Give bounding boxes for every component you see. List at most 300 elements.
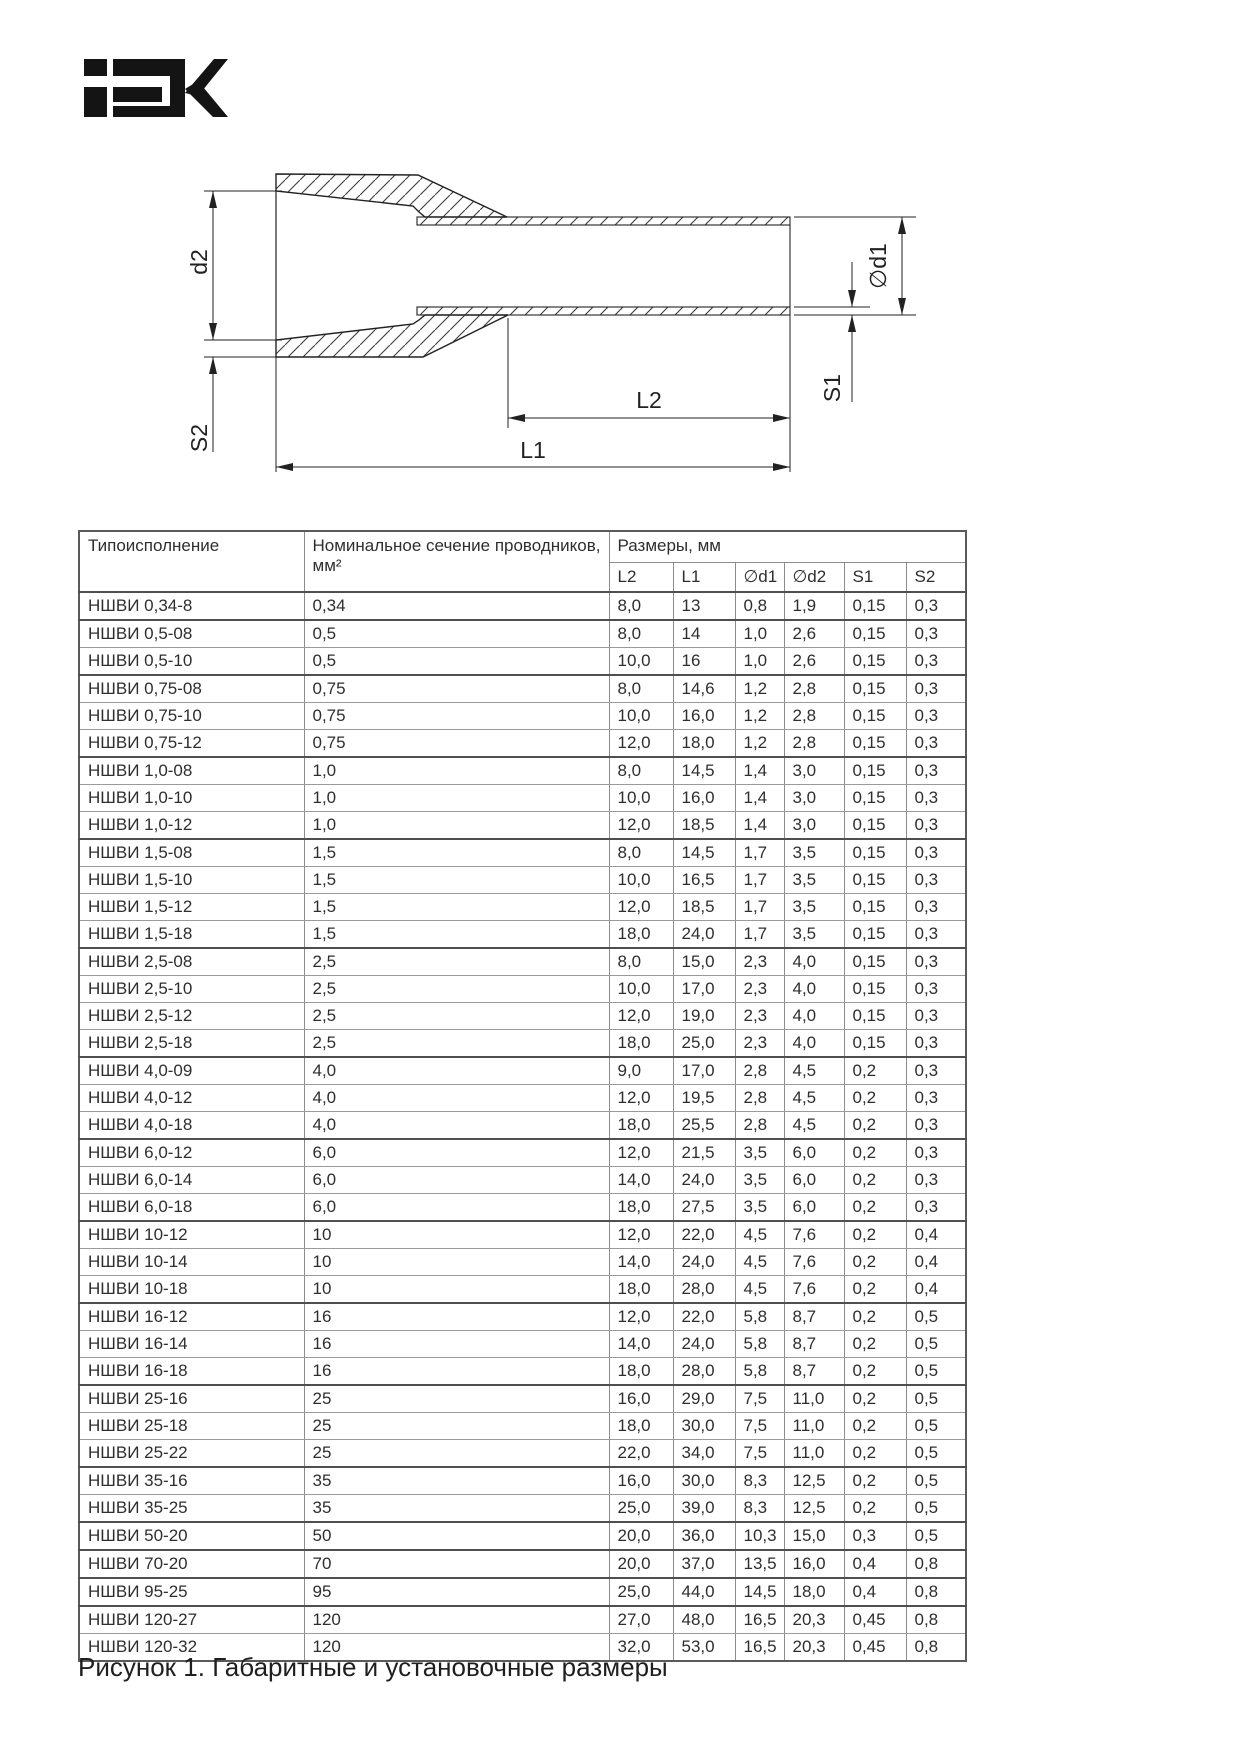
dim-cell: 0,2 xyxy=(844,1495,906,1523)
type-cell: НШВИ 0,75-08 xyxy=(79,675,304,703)
section-cell: 10 xyxy=(304,1276,609,1304)
dim-cell: 17,0 xyxy=(673,976,735,1003)
dim-header: S1 xyxy=(844,563,906,593)
table-row xyxy=(79,1085,966,1112)
dim-cell: 11,0 xyxy=(784,1440,844,1468)
dim-cell: 6,0 xyxy=(784,1139,844,1167)
section-cell: 4,0 xyxy=(304,1112,609,1140)
dim-cell: 1,4 xyxy=(735,757,784,785)
dim-cell: 0,5 xyxy=(906,1358,966,1386)
section-cell: 70 xyxy=(304,1550,609,1578)
dim-cell: 1,7 xyxy=(735,839,784,867)
dim-cell: 0,3 xyxy=(906,757,966,785)
dim-cell: 2,3 xyxy=(735,1003,784,1030)
dim-cell: 18,0 xyxy=(609,1413,673,1440)
dim-cell: 0,15 xyxy=(844,812,906,840)
dim-cell: 10,0 xyxy=(609,648,673,676)
logo-i-stem xyxy=(84,87,107,117)
dim-cell: 0,5 xyxy=(906,1467,966,1495)
dim-cell: 3,0 xyxy=(784,812,844,840)
table-row xyxy=(79,1606,966,1634)
dim-cell: 1,4 xyxy=(735,785,784,812)
dim-cell: 12,0 xyxy=(609,812,673,840)
dim-cell: 4,5 xyxy=(784,1112,844,1140)
section-cell: 10 xyxy=(304,1249,609,1276)
dim-cell: 9,0 xyxy=(609,1057,673,1085)
dim-cell: 0,4 xyxy=(844,1550,906,1578)
table-row xyxy=(79,648,966,676)
section-cell: 1,0 xyxy=(304,757,609,785)
dim-cell: 0,3 xyxy=(906,675,966,703)
type-cell: НШВИ 2,5-18 xyxy=(79,1030,304,1058)
section-cell: 2,5 xyxy=(304,1003,609,1030)
dim-cell: 13,5 xyxy=(735,1550,784,1578)
table-row xyxy=(79,592,966,620)
type-cell: НШВИ 16-18 xyxy=(79,1358,304,1386)
dim-cell: 0,2 xyxy=(844,1112,906,1140)
section-cell: 120 xyxy=(304,1606,609,1634)
dim-cell: 0,2 xyxy=(844,1057,906,1085)
dim-cell: 18,0 xyxy=(784,1578,844,1606)
table-row xyxy=(79,894,966,921)
type-cell: НШВИ 2,5-08 xyxy=(79,948,304,976)
dim-cell: 0,2 xyxy=(844,1440,906,1468)
dim-cell: 6,0 xyxy=(784,1194,844,1222)
dim-cell: 7,6 xyxy=(784,1276,844,1304)
type-cell: НШВИ 10-18 xyxy=(79,1276,304,1304)
table-row xyxy=(79,1221,966,1249)
dim-cell: 0,8 xyxy=(906,1550,966,1578)
dim-cell: 14,5 xyxy=(735,1578,784,1606)
dim-cell: 0,3 xyxy=(906,839,966,867)
section-cell: 0,5 xyxy=(304,648,609,676)
type-cell: НШВИ 0,5-10 xyxy=(79,648,304,676)
dim-cell: 14,0 xyxy=(609,1331,673,1358)
dim-cell: 2,3 xyxy=(735,976,784,1003)
dim-cell: 0,2 xyxy=(844,1167,906,1194)
type-cell: НШВИ 2,5-10 xyxy=(79,976,304,1003)
section-cell: 1,0 xyxy=(304,785,609,812)
dim-cell: 7,6 xyxy=(784,1249,844,1276)
logo-k-stem xyxy=(170,59,185,117)
dim-label-d2: d2 xyxy=(186,249,212,275)
section-cell: 0,34 xyxy=(304,592,609,620)
dim-cell: 48,0 xyxy=(673,1606,735,1634)
dim-cell: 37,0 xyxy=(673,1550,735,1578)
dim-cell: 8,3 xyxy=(735,1467,784,1495)
dim-cell: 17,0 xyxy=(673,1057,735,1085)
dim-cell: 14,6 xyxy=(673,675,735,703)
dim-label-s2: S2 xyxy=(186,423,212,453)
section-cell: 35 xyxy=(304,1467,609,1495)
table-row xyxy=(79,1303,966,1331)
type-cell: НШВИ 1,5-18 xyxy=(79,921,304,949)
dim-cell: 20,3 xyxy=(784,1634,844,1662)
dim-cell: 0,15 xyxy=(844,1030,906,1058)
dim-cell: 3,0 xyxy=(784,785,844,812)
dim-cell: 0,15 xyxy=(844,894,906,921)
section-cell: 120 xyxy=(304,1634,609,1662)
dim-cell: 8,0 xyxy=(609,757,673,785)
dim-cell: 14,0 xyxy=(609,1167,673,1194)
dim-cell: 24,0 xyxy=(673,921,735,949)
dim-cell: 3,5 xyxy=(784,921,844,949)
dim-cell: 12,0 xyxy=(609,894,673,921)
dim-cell: 1,2 xyxy=(735,730,784,758)
table-row xyxy=(79,1358,966,1386)
dim-cell: 4,5 xyxy=(735,1276,784,1304)
dim-cell: 0,3 xyxy=(906,1030,966,1058)
collar-top-wall xyxy=(276,174,507,217)
dim-cell: 4,0 xyxy=(784,976,844,1003)
dim-cell: 0,15 xyxy=(844,730,906,758)
dim-cell: 18,0 xyxy=(609,1112,673,1140)
table-row xyxy=(79,1385,966,1413)
dim-cell: 1,4 xyxy=(735,812,784,840)
dim-cell: 4,5 xyxy=(735,1249,784,1276)
dim-cell: 34,0 xyxy=(673,1440,735,1468)
dim-cell: 0,3 xyxy=(844,1522,906,1550)
dim-cell: 0,4 xyxy=(906,1221,966,1249)
col-header-section-line2: мм² xyxy=(312,555,342,575)
dim-cell: 20,0 xyxy=(609,1522,673,1550)
dim-cell: 10,0 xyxy=(609,976,673,1003)
dim-cell: 22,0 xyxy=(673,1221,735,1249)
dim-cell: 1,7 xyxy=(735,921,784,949)
dim-cell: 0,15 xyxy=(844,867,906,894)
dim-cell: 12,0 xyxy=(609,1085,673,1112)
dim-cell: 16,5 xyxy=(735,1606,784,1634)
table-row xyxy=(79,1003,966,1030)
section-cell: 1,5 xyxy=(304,867,609,894)
table-row xyxy=(79,1112,966,1140)
dim-cell: 0,2 xyxy=(844,1467,906,1495)
table-row xyxy=(79,1194,966,1222)
section-cell: 6,0 xyxy=(304,1194,609,1222)
table-row xyxy=(79,1139,966,1167)
dim-cell: 4,0 xyxy=(784,1003,844,1030)
dim-cell: 0,15 xyxy=(844,648,906,676)
section-cell: 95 xyxy=(304,1578,609,1606)
dim-cell: 0,3 xyxy=(906,648,966,676)
logo-e-mid-bar xyxy=(113,87,162,102)
table-row xyxy=(79,730,966,758)
table-row xyxy=(79,1331,966,1358)
dim-cell: 20,3 xyxy=(784,1606,844,1634)
col-header-section xyxy=(304,531,609,592)
dim-cell: 3,0 xyxy=(784,757,844,785)
dim-cell: 18,0 xyxy=(609,1358,673,1386)
table-row xyxy=(79,1578,966,1606)
dim-cell: 0,3 xyxy=(906,1139,966,1167)
type-cell: НШВИ 120-32 xyxy=(79,1634,304,1662)
dim-label-s1: S1 xyxy=(819,373,845,403)
table-row xyxy=(79,1467,966,1495)
type-cell: НШВИ 6,0-18 xyxy=(79,1194,304,1222)
dim-cell: 28,0 xyxy=(673,1276,735,1304)
dim-cell: 16,0 xyxy=(673,785,735,812)
dim-cell: 2,3 xyxy=(735,1030,784,1058)
table-row xyxy=(79,785,966,812)
dim-cell: 22,0 xyxy=(609,1440,673,1468)
dim-cell: 0,15 xyxy=(844,675,906,703)
dim-cell: 0,2 xyxy=(844,1358,906,1386)
table-row xyxy=(79,1413,966,1440)
dim-cell: 0,3 xyxy=(906,948,966,976)
dim-cell: 0,2 xyxy=(844,1194,906,1222)
dim-cell: 0,5 xyxy=(906,1440,966,1468)
section-cell: 25 xyxy=(304,1413,609,1440)
dim-cell: 0,2 xyxy=(844,1249,906,1276)
type-cell: НШВИ 4,0-18 xyxy=(79,1112,304,1140)
dim-cell: 10,0 xyxy=(609,703,673,730)
dim-cell: 12,0 xyxy=(609,1303,673,1331)
dim-cell: 3,5 xyxy=(735,1194,784,1222)
dim-cell: 2,8 xyxy=(784,703,844,730)
ferrule-dimension-drawing xyxy=(185,145,925,480)
dim-cell: 18,0 xyxy=(673,730,735,758)
dim-cell: 0,3 xyxy=(906,1167,966,1194)
dim-cell: 0,3 xyxy=(906,730,966,758)
table-row xyxy=(79,675,966,703)
type-cell: НШВИ 35-25 xyxy=(79,1495,304,1523)
dim-cell: 0,3 xyxy=(906,921,966,949)
dim-cell: 12,0 xyxy=(609,730,673,758)
dim-cell: 30,0 xyxy=(673,1413,735,1440)
section-cell: 0,75 xyxy=(304,730,609,758)
table-row xyxy=(79,620,966,648)
type-cell: НШВИ 1,0-08 xyxy=(79,757,304,785)
dim-cell: 7,5 xyxy=(735,1440,784,1468)
dim-cell: 8,0 xyxy=(609,948,673,976)
type-cell: НШВИ 6,0-12 xyxy=(79,1139,304,1167)
dim-cell: 0,2 xyxy=(844,1331,906,1358)
dim-cell: 24,0 xyxy=(673,1167,735,1194)
dim-cell: 0,2 xyxy=(844,1303,906,1331)
dim-cell: 0,2 xyxy=(844,1139,906,1167)
dim-label-l2: L2 xyxy=(636,387,662,413)
dim-cell: 14,5 xyxy=(673,757,735,785)
dim-cell: 18,0 xyxy=(609,921,673,949)
dim-cell: 25,5 xyxy=(673,1112,735,1140)
dim-cell: 1,7 xyxy=(735,894,784,921)
dim-cell: 0,5 xyxy=(906,1522,966,1550)
table-row xyxy=(79,703,966,730)
dim-d2-s2 xyxy=(204,191,282,452)
type-cell: НШВИ 0,75-10 xyxy=(79,703,304,730)
dim-header: ∅d1 xyxy=(735,563,784,593)
dim-cell: 4,5 xyxy=(735,1221,784,1249)
dim-cell: 2,8 xyxy=(784,675,844,703)
type-cell: НШВИ 1,5-10 xyxy=(79,867,304,894)
dim-cell: 3,5 xyxy=(784,894,844,921)
dim-cell: 4,5 xyxy=(784,1085,844,1112)
dim-cell: 36,0 xyxy=(673,1522,735,1550)
col-header-sizes: Размеры, мм xyxy=(609,531,966,563)
col-header-section-line1: Номинальное сечение проводников, xyxy=(312,536,601,555)
table-row xyxy=(79,1167,966,1194)
type-cell: НШВИ 4,0-12 xyxy=(79,1085,304,1112)
type-cell: НШВИ 70-20 xyxy=(79,1550,304,1578)
dim-cell: 0,3 xyxy=(906,812,966,840)
dim-cell: 18,0 xyxy=(609,1030,673,1058)
table-body xyxy=(79,592,966,1661)
dim-cell: 4,5 xyxy=(784,1057,844,1085)
dim-cell: 0,5 xyxy=(906,1495,966,1523)
section-cell: 1,5 xyxy=(304,894,609,921)
dim-cell: 0,2 xyxy=(844,1221,906,1249)
dim-cell: 3,5 xyxy=(784,839,844,867)
dim-cell: 0,2 xyxy=(844,1085,906,1112)
dim-label-l1: L1 xyxy=(520,437,546,463)
dim-cell: 18,0 xyxy=(609,1194,673,1222)
section-cell: 1,0 xyxy=(304,812,609,840)
table-row xyxy=(79,867,966,894)
dim-cell: 2,8 xyxy=(735,1085,784,1112)
dim-cell: 19,0 xyxy=(673,1003,735,1030)
table-row xyxy=(79,812,966,840)
dim-cell: 1,0 xyxy=(735,620,784,648)
section-cell: 6,0 xyxy=(304,1139,609,1167)
section-cell: 16 xyxy=(304,1303,609,1331)
dim-cell: 24,0 xyxy=(673,1249,735,1276)
type-cell: НШВИ 35-16 xyxy=(79,1467,304,1495)
dim-cell: 7,5 xyxy=(735,1385,784,1413)
dim-cell: 1,9 xyxy=(784,592,844,620)
dim-cell: 39,0 xyxy=(673,1495,735,1523)
dim-cell: 1,2 xyxy=(735,703,784,730)
dim-cell: 8,7 xyxy=(784,1331,844,1358)
dim-cell: 0,15 xyxy=(844,839,906,867)
dim-cell: 16,5 xyxy=(673,867,735,894)
dim-cell: 27,0 xyxy=(609,1606,673,1634)
table-row xyxy=(79,839,966,867)
dim-header: ∅d2 xyxy=(784,563,844,593)
dim-cell: 16 xyxy=(673,648,735,676)
dim-cell: 14 xyxy=(673,620,735,648)
iek-logo xyxy=(78,55,230,119)
dim-cell: 27,5 xyxy=(673,1194,735,1222)
table-row xyxy=(79,1030,966,1058)
dim-cell: 8,7 xyxy=(784,1303,844,1331)
dim-cell: 1,2 xyxy=(735,675,784,703)
type-cell: НШВИ 2,5-12 xyxy=(79,1003,304,1030)
dim-cell: 5,8 xyxy=(735,1358,784,1386)
type-cell: НШВИ 4,0-09 xyxy=(79,1057,304,1085)
section-cell: 1,5 xyxy=(304,839,609,867)
dim-cell: 0,2 xyxy=(844,1385,906,1413)
table-row xyxy=(79,976,966,1003)
section-cell: 4,0 xyxy=(304,1085,609,1112)
table-row xyxy=(79,1495,966,1523)
dim-cell: 2,6 xyxy=(784,620,844,648)
dim-cell: 0,5 xyxy=(906,1303,966,1331)
dim-cell: 0,3 xyxy=(906,703,966,730)
dim-cell: 4,0 xyxy=(784,948,844,976)
dim-cell: 12,5 xyxy=(784,1467,844,1495)
figure-caption: Рисунок 1. Габаритные и установочные размеры xyxy=(78,1652,668,1682)
dim-cell: 0,15 xyxy=(844,1003,906,1030)
dim-cell: 0,3 xyxy=(906,867,966,894)
section-cell: 2,5 xyxy=(304,1030,609,1058)
dim-cell: 15,0 xyxy=(673,948,735,976)
dim-cell: 2,6 xyxy=(784,648,844,676)
dim-cell: 12,0 xyxy=(609,1221,673,1249)
dim-cell: 0,45 xyxy=(844,1634,906,1662)
dim-cell: 0,4 xyxy=(906,1249,966,1276)
dim-cell: 22,0 xyxy=(673,1303,735,1331)
dim-cell: 0,15 xyxy=(844,592,906,620)
section-cell: 6,0 xyxy=(304,1167,609,1194)
dim-cell: 0,45 xyxy=(844,1606,906,1634)
dim-header: L1 xyxy=(673,563,735,593)
type-cell: НШВИ 1,0-12 xyxy=(79,812,304,840)
type-cell: НШВИ 120-27 xyxy=(79,1606,304,1634)
spec-table xyxy=(78,530,967,1662)
dim-cell: 0,3 xyxy=(906,785,966,812)
dim-cell: 0,4 xyxy=(906,1276,966,1304)
dim-cell: 0,15 xyxy=(844,620,906,648)
dim-cell: 21,5 xyxy=(673,1139,735,1167)
table-row xyxy=(79,1249,966,1276)
type-cell: НШВИ 0,34-8 xyxy=(79,592,304,620)
collar-bottom-wall xyxy=(276,315,508,357)
dim-cell: 10,3 xyxy=(735,1522,784,1550)
col-header-type: Типоисполнение xyxy=(79,531,304,592)
dim-cell: 7,5 xyxy=(735,1413,784,1440)
dim-cell: 8,0 xyxy=(609,839,673,867)
dim-cell: 3,5 xyxy=(735,1139,784,1167)
dim-cell: 8,0 xyxy=(609,675,673,703)
section-cell: 0,75 xyxy=(304,703,609,730)
dim-cell: 0,3 xyxy=(906,976,966,1003)
dim-cell: 32,0 xyxy=(609,1634,673,1662)
dim-cell: 19,5 xyxy=(673,1085,735,1112)
logo-k-lower-arm xyxy=(185,81,228,117)
dim-cell: 3,5 xyxy=(735,1167,784,1194)
dim-cell: 0,3 xyxy=(906,592,966,620)
dim-cell: 20,0 xyxy=(609,1550,673,1578)
dim-cell: 0,15 xyxy=(844,785,906,812)
dim-cell: 29,0 xyxy=(673,1385,735,1413)
type-cell: НШВИ 0,75-12 xyxy=(79,730,304,758)
type-cell: НШВИ 16-14 xyxy=(79,1331,304,1358)
section-cell: 1,5 xyxy=(304,921,609,949)
type-cell: НШВИ 95-25 xyxy=(79,1578,304,1606)
logo-i-dot xyxy=(84,59,107,76)
table-row xyxy=(79,1522,966,1550)
dim-label-d1: ∅d1 xyxy=(865,243,891,289)
dim-cell: 28,0 xyxy=(673,1358,735,1386)
section-cell: 50 xyxy=(304,1522,609,1550)
dim-cell: 12,0 xyxy=(609,1003,673,1030)
tube-top-wall xyxy=(417,217,790,225)
dim-cell: 30,0 xyxy=(673,1467,735,1495)
dim-cell: 0,4 xyxy=(844,1578,906,1606)
dim-cell: 4,0 xyxy=(784,1030,844,1058)
dim-cell: 0,2 xyxy=(844,1413,906,1440)
dim-cell: 8,7 xyxy=(784,1358,844,1386)
dim-cell: 16,0 xyxy=(784,1550,844,1578)
dim-cell: 18,5 xyxy=(673,894,735,921)
dim-cell: 16,0 xyxy=(673,703,735,730)
table-row xyxy=(79,921,966,949)
section-cell: 0,5 xyxy=(304,620,609,648)
dim-cell: 10,0 xyxy=(609,785,673,812)
dim-cell: 0,15 xyxy=(844,757,906,785)
type-cell: НШВИ 0,5-08 xyxy=(79,620,304,648)
section-cell: 16 xyxy=(304,1331,609,1358)
